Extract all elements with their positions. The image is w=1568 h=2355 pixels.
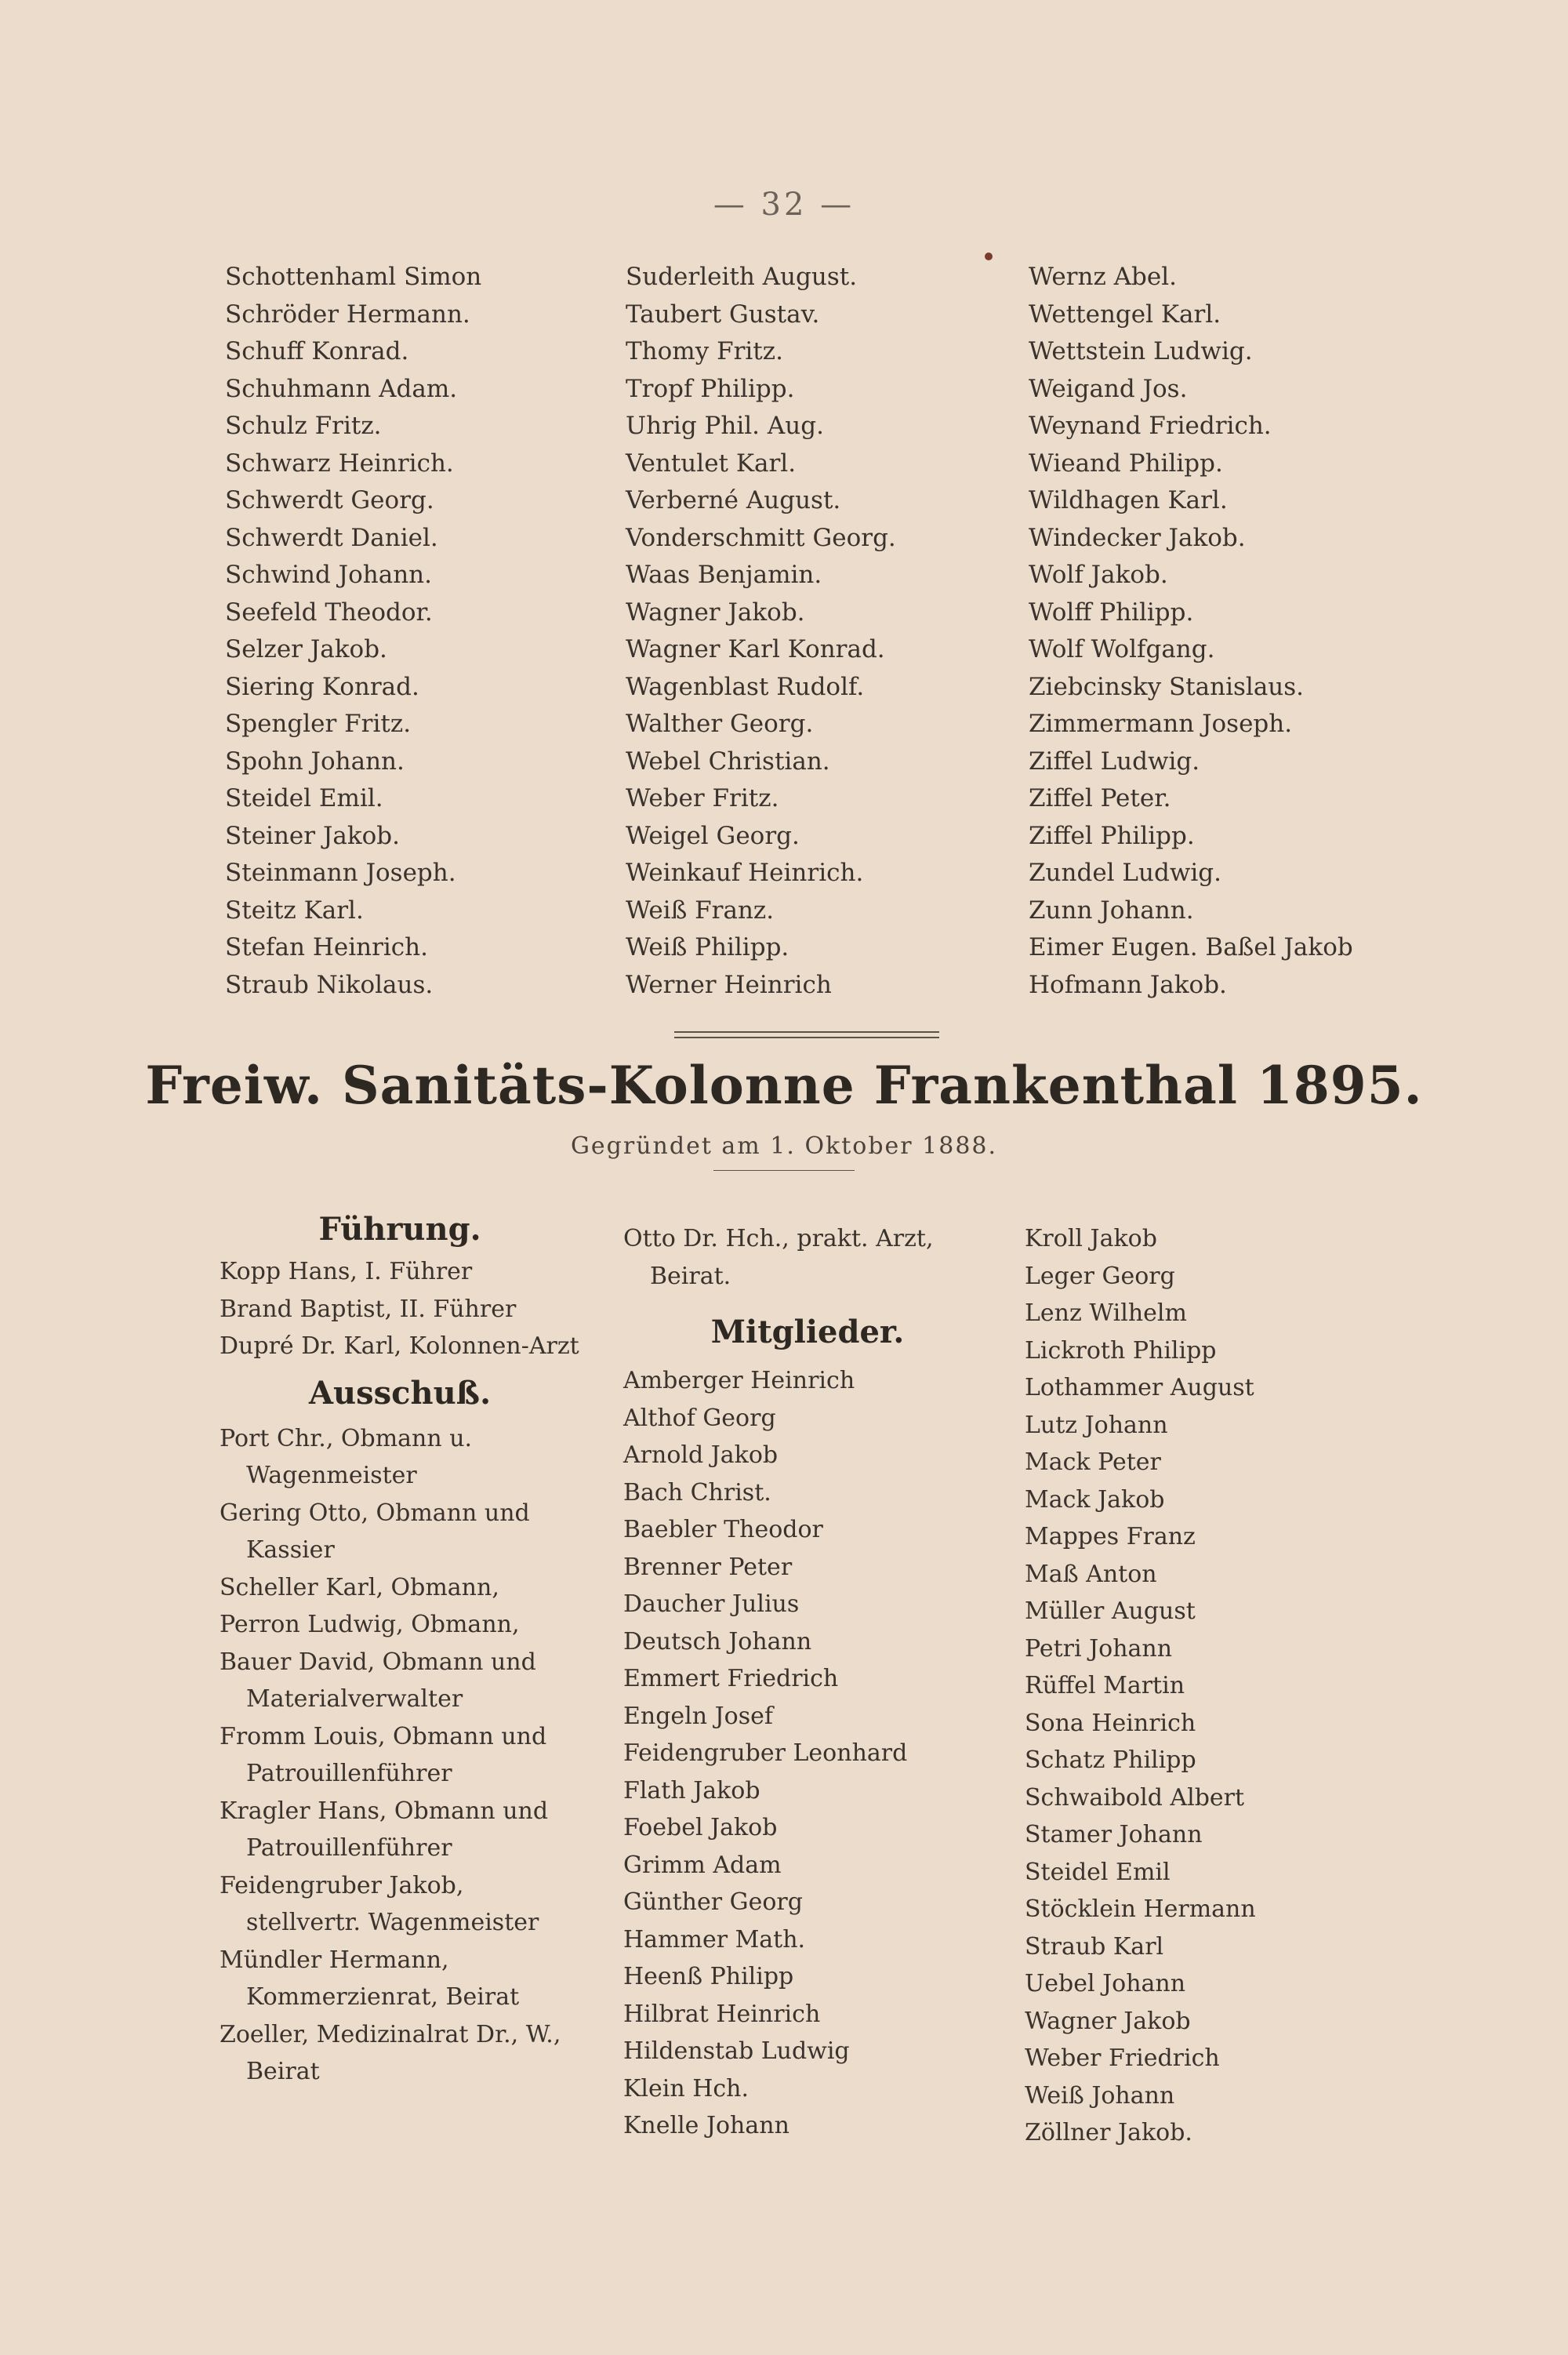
list-item: Amberger Heinrich [623, 1367, 855, 1394]
list-item: Brand Baptist, II. Führer [220, 1295, 517, 1323]
list-item: Ziffel Philipp. [1029, 821, 1195, 850]
list-item: Lutz Johann [1025, 1411, 1168, 1439]
section-title: Freiw. Sanitäts-Kolonne Frankenthal 1895. [145, 1055, 1423, 1116]
list-item: Heenß Philipp [623, 1963, 794, 1990]
list-item: Fromm Louis, Obmann und Patrouillenführer [220, 1722, 547, 1787]
list-item: Zundel Ludwig. [1029, 859, 1221, 887]
list-item: Stamer Johann [1025, 1821, 1203, 1848]
top-names-left [225, 259, 481, 1004]
list-item: Schuff Konrad. [225, 337, 409, 365]
list-item: Bach Christ. [623, 1478, 771, 1506]
list-item: Weiß Philipp. [626, 933, 789, 961]
list-item: Foebel Jakob [623, 1814, 778, 1841]
fuehrung-list [220, 1253, 580, 1365]
list-item: Petri Johann [1025, 1634, 1173, 1663]
list-item: Zunn Johann. [1029, 896, 1194, 925]
list-item: Wagner Karl Konrad. [626, 635, 885, 663]
list-item: Ventulet Karl. [626, 449, 797, 478]
list-item: Hildenstab Ludwig [623, 2037, 850, 2065]
list-item: Feidengruber Leonhard [623, 1739, 908, 1767]
list-item: Knelle Johann [623, 2112, 789, 2139]
list-item: Ziebcinsky Stanislaus. [1029, 672, 1305, 701]
list-item: Flath Jakob [623, 1776, 760, 1804]
list-item: Scheller Karl, Obmann, [220, 1573, 499, 1601]
list-item: Schwerdt Georg. [225, 486, 434, 514]
list-item: Tropf Philipp. [626, 374, 795, 403]
list-item: Stefan Heinrich. [225, 933, 428, 961]
list-item: Waas Benjamin. [626, 561, 822, 589]
list-item: Uhrig Phil. Aug. [626, 412, 824, 440]
list-item: Steitz Karl. [225, 896, 364, 925]
list-item: Webel Christian. [626, 747, 830, 776]
list-item: Schwaibold Albert [1025, 1783, 1245, 1812]
ausschuss-list [220, 1420, 580, 2091]
list-item: Vonderschmitt Georg. [626, 523, 896, 552]
list-item: Hofmann Jakob. [1029, 970, 1227, 999]
list-item: Daucher Julius [623, 1590, 800, 1618]
list-item: Ziffel Peter. [1029, 784, 1171, 812]
section-subtitle: Gegründet am 1. Oktober 1888. [570, 1132, 998, 1160]
list-item: Lenz Wilhelm [1025, 1299, 1187, 1327]
list-item: Kroll Jakob [1025, 1225, 1157, 1252]
members-list-middle [623, 1362, 992, 2145]
list-item: Walther Georg. [626, 710, 814, 738]
list-item: Günther Georg [623, 1888, 803, 1916]
list-item: Lickroth Philipp [1025, 1336, 1217, 1365]
list-item: Wildhagen Karl. [1029, 486, 1228, 514]
list-item: Maß Anton [1025, 1560, 1157, 1588]
list-item: Spengler Fritz. [225, 710, 412, 738]
list-item: Weynand Friedrich. [1029, 412, 1272, 440]
list-item: Wagenblast Rudolf. [626, 672, 865, 701]
list-item: Thomy Fritz. [626, 337, 783, 365]
list-item: Uebel Johann [1025, 1970, 1186, 1997]
list-item: Weber Fritz. [626, 784, 779, 812]
list-item: Weber Friedrich [1025, 2044, 1220, 2072]
otto-entry: Otto Dr. Hch., prakt. Arzt, Beirat. [623, 1225, 934, 1290]
list-item: Leger Georg [1025, 1262, 1175, 1290]
list-item: Althof Georg [623, 1404, 776, 1432]
list-item: Selzer Jakob. [225, 635, 387, 663]
members-column-right [1025, 1220, 1385, 2152]
list-item: Windecker Jakob. [1029, 523, 1246, 552]
list-item: Eimer Eugen. Baßel Jakob [1029, 933, 1353, 961]
list-item: Schottenhaml Simon [225, 263, 482, 291]
list-item: Zimmermann Joseph. [1029, 710, 1293, 738]
list-item: Baebler Theodor [623, 1516, 823, 1543]
top-names-middle [626, 259, 896, 1004]
list-item: Perron Ludwig, Obmann, [220, 1611, 520, 1638]
list-item: Rüffel Martin [1025, 1672, 1185, 1699]
divider-rule-top [674, 1031, 939, 1033]
ausschuss-heading: Ausschuß. [309, 1374, 491, 1412]
list-item: Wolf Jakob. [1029, 561, 1168, 589]
list-item: Ziffel Ludwig. [1029, 747, 1200, 776]
list-item: Schwind Johann. [225, 561, 432, 589]
list-item: Brenner Peter [623, 1553, 793, 1581]
list-item: Grimm Adam [623, 1851, 782, 1879]
list-item: Weinkauf Heinrich. [626, 859, 864, 887]
list-item: Wettengel Karl. [1029, 300, 1221, 329]
list-item: Weigel Georg. [626, 821, 800, 850]
list-item: Weiß Johann [1025, 2081, 1175, 2110]
list-item: Schwarz Heinrich. [225, 449, 454, 478]
fuehrung-heading: Führung. [318, 1211, 481, 1248]
list-item: Müller August [1025, 1597, 1196, 1625]
list-item: Straub Nikolaus. [225, 970, 434, 999]
ink-dot [985, 253, 993, 260]
top-names-right [1029, 259, 1353, 1004]
list-item: Port Chr., Obmann u. Wagenmeister [220, 1424, 473, 1489]
list-item: Wagner Jakob [1025, 2007, 1191, 2035]
list-item: Weiß Franz. [626, 896, 775, 925]
list-item: Zoeller, Medizinalrat Dr., W., Beirat [220, 2020, 561, 2085]
list-item: Zöllner Jakob. [1025, 2119, 1192, 2146]
list-item: Wieand Philipp. [1029, 449, 1223, 478]
list-item: Lothammer August [1025, 1374, 1254, 1401]
list-item: Schatz Philipp [1025, 1746, 1196, 1774]
list-item: Mappes Franz [1025, 1523, 1196, 1550]
list-item: Hammer Math. [623, 1925, 806, 1953]
list-item: Deutsch Johann [623, 1627, 812, 1655]
subtitle-rule [713, 1170, 855, 1171]
list-item: Suderleith August. [626, 263, 858, 291]
list-item: Steidel Emil [1025, 1858, 1171, 1886]
list-item: Wolff Philipp. [1029, 598, 1194, 627]
list-item: Taubert Gustav. [626, 300, 820, 329]
list-item: Spohn Johann. [225, 747, 405, 776]
list-item: Arnold Jakob [623, 1441, 779, 1469]
list-item: Schröder Hermann. [225, 300, 470, 329]
list-item: Feidengruber Jakob, stellvertr. Wagenmeister [220, 1871, 539, 1936]
page-number: — 32 — [713, 187, 855, 223]
list-item: Wernz Abel. [1029, 263, 1177, 291]
list-item: Steinmann Joseph. [225, 859, 456, 887]
divider-rule-bottom [674, 1037, 939, 1038]
list-item: Straub Karl [1025, 1932, 1164, 1961]
list-item: Siering Konrad. [225, 672, 419, 701]
list-item: Gering Otto, Obmann und Kassier [220, 1499, 530, 1564]
list-item: Wolf Wolfgang. [1029, 635, 1215, 663]
list-item: Werner Heinrich [626, 970, 832, 999]
list-item: Weigand Jos. [1029, 374, 1188, 403]
members-list-right [1025, 1220, 1385, 2152]
members-column-middle [623, 1220, 992, 2145]
list-item: Seefeld Theodor. [225, 598, 433, 627]
list-item: Schulz Fritz. [225, 412, 382, 440]
list-item: Verberné August. [626, 486, 841, 514]
list-item: Bauer David, Obmann und Materialverwalter [220, 1648, 536, 1713]
list-item: Steiner Jakob. [225, 821, 400, 850]
list-item: Kragler Hans, Obmann und Patrouillenführer [220, 1797, 549, 1862]
list-item: Wettstein Ludwig. [1029, 337, 1253, 365]
list-item: Emmert Friedrich [623, 1665, 839, 1692]
list-item: Klein Hch. [623, 2074, 750, 2102]
mitglieder-heading: Mitglieder. [710, 1314, 905, 1350]
list-item: Stöcklein Hermann [1025, 1895, 1256, 1923]
list-item: Sona Heinrich [1025, 1709, 1196, 1737]
list-item: Mack Jakob [1025, 1485, 1165, 1514]
list-item: Kopp Hans, I. Führer [220, 1258, 473, 1285]
list-item: Engeln Josef [623, 1702, 773, 1730]
list-item: Steidel Emil. [225, 784, 383, 812]
list-item: Schwerdt Daniel. [225, 523, 438, 552]
list-item: Wagner Jakob. [626, 598, 805, 627]
list-item: Dupré Dr. Karl, Kolonnen-Arzt [220, 1332, 579, 1360]
list-item: Hilbrat Heinrich [623, 2000, 821, 2028]
list-item: Schuhmann Adam. [225, 374, 458, 403]
leadership-column [220, 1208, 580, 2091]
list-item: Mündler Hermann, Kommerzienrat, Beirat [220, 1946, 520, 2011]
list-item: Mack Peter [1025, 1448, 1161, 1476]
